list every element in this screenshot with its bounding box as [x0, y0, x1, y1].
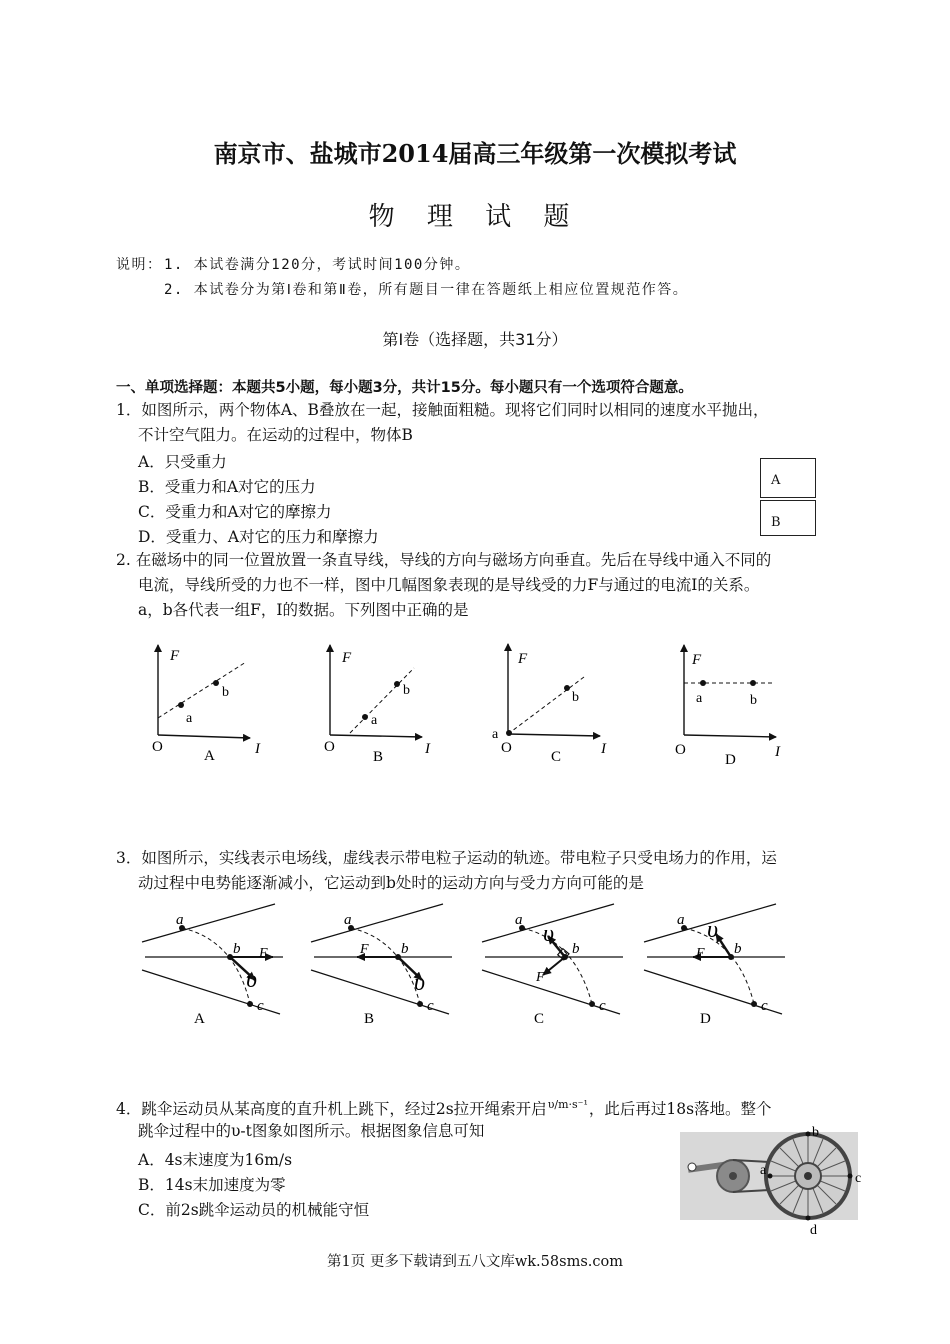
- q1-option-c: C．受重力和A对它的摩擦力: [138, 503, 332, 521]
- fig-a-force: F: [259, 946, 268, 961]
- fig-d-caption: D: [700, 1011, 711, 1027]
- graph-a-b-label: b: [222, 685, 229, 700]
- fig-b-a: a: [344, 912, 352, 928]
- fig-b-force: F: [360, 942, 369, 957]
- q1-option-a: A．只受重力: [138, 453, 227, 471]
- q3-line-1: 3．如图所示，实线表示电场线，虚线表示带电粒子运动的轨迹。带电粒子只受电场力的作用，运: [116, 849, 777, 867]
- graph-a-origin: O: [152, 739, 163, 755]
- fig-b-caption: B: [364, 1011, 375, 1027]
- fig-a-a: a: [176, 912, 184, 928]
- fig-a-c: c: [257, 998, 264, 1014]
- fig-d-c: c: [761, 998, 768, 1014]
- graph-d-origin: O: [675, 742, 686, 758]
- graph-a: [152, 645, 261, 764]
- graph-c-caption: C: [551, 749, 562, 765]
- graph-b-caption: B: [373, 749, 384, 765]
- q2-line-3: a，b各代表一组F，I的数据。下列图中正确的是: [138, 601, 469, 619]
- block-b: [760, 500, 816, 536]
- q4-line-1-end: ，此后再过18s落地。整个: [588, 1100, 772, 1118]
- q4-option-c: C．前2s跳伞运动员的机械能守恒: [138, 1201, 370, 1219]
- graph-a-point-a: [178, 702, 184, 708]
- q3-figures: [0, 900, 950, 1035]
- graph-d-y-label: F: [692, 652, 702, 668]
- graph-c-point-b: [564, 685, 570, 691]
- graph-c-origin: O: [501, 740, 512, 756]
- wheel-label-a: a: [760, 1163, 767, 1178]
- graph-d-b-label: b: [750, 693, 757, 708]
- block-a: [760, 458, 816, 498]
- q1-option-b: B．受重力和A对它的压力: [138, 478, 316, 496]
- fig-d-b: b: [734, 941, 742, 957]
- graph-a-point-b: [213, 680, 219, 686]
- fig-b-velocity: υ: [414, 970, 426, 996]
- field-figure-a: [142, 904, 283, 1027]
- graph-c-y-label: F: [518, 651, 528, 667]
- fig-c-caption: C: [534, 1011, 545, 1027]
- notes-prefix: 说明：: [116, 257, 163, 273]
- q1-line-1: 1．如图所示，两个物体A、B叠放在一起，接触面粗糙。现将它们同时以相同的速度水平抛出，: [116, 401, 769, 419]
- fig-c-b: b: [572, 941, 580, 957]
- fig-b-b: b: [401, 941, 409, 957]
- wheel-diagram: [678, 1124, 878, 1242]
- graph-c-a-label: a: [492, 727, 499, 742]
- graph-c-point-a: [506, 730, 512, 736]
- field-figure-d: [644, 904, 785, 1027]
- graph-b-x-label: I: [425, 741, 430, 757]
- graph-b-b-label: b: [403, 683, 410, 698]
- fig-c-force: F: [536, 970, 545, 985]
- fig-d-a: a: [677, 912, 685, 928]
- q4-axis-overlap: υ/m·s⁻¹: [547, 1098, 588, 1111]
- q3-line-2: 动过程中电势能逐渐减小，它运动到b处时的运动方向与受力方向可能的是: [138, 874, 644, 892]
- q1-option-d: D．受重力、A对它的压力和摩擦力: [138, 528, 379, 546]
- q4-line-1-start: 4．跳伞运动员从某高度的直升机上跳下，经过2s拉开绳索开启: [116, 1100, 547, 1118]
- q2-line-1: 2. 在磁场中的同一位置放置一条直导线，导线的方向与磁场方向垂直。先后在导线中通入不同的: [116, 551, 772, 569]
- graph-b-point-a: [362, 714, 368, 720]
- fig-b-c: c: [427, 998, 434, 1014]
- graph-d-point-a: [700, 680, 706, 686]
- graph-d: [675, 645, 781, 768]
- graph-a-line: [158, 662, 246, 718]
- wheel-label-c: c: [855, 1171, 862, 1186]
- graph-d-caption: D: [725, 752, 736, 768]
- notes-line-2: 2. 本试卷分为第Ⅰ卷和第Ⅱ卷，所有题目一律在答题纸上相应位置规范作答。: [164, 282, 689, 298]
- graph-c-b-label: b: [572, 690, 579, 705]
- graph-a-caption: A: [204, 748, 215, 764]
- graph-d-a-label: a: [696, 691, 703, 706]
- graph-b-line: [350, 668, 414, 733]
- q4-option-b: B．14s末加速度为零: [138, 1176, 286, 1194]
- graph-b-origin: O: [324, 739, 335, 755]
- fig-a-b: b: [233, 941, 241, 957]
- graph-b-point-b: [394, 681, 400, 687]
- field-figure-b: [311, 904, 452, 1027]
- notes-line-1: 1. 本试卷满分120分，考试时间100分钟。: [164, 257, 471, 273]
- block-b-label: B: [771, 515, 781, 530]
- fig-d-force: F: [696, 946, 705, 961]
- block-a-label: A: [771, 473, 781, 488]
- exam-title: 南京市、盐城市2014届高三年级第一次模拟考试: [213, 139, 737, 168]
- q4-line-2: 跳伞过程中的υ-t图象如图所示。根据图象信息可知: [138, 1122, 485, 1140]
- fig-c-c: c: [599, 998, 606, 1014]
- fig-c-a: a: [515, 912, 523, 928]
- fig-a-velocity: υ: [246, 967, 258, 993]
- fig-c-velocity: υ: [543, 921, 555, 947]
- exam-subtitle: 物 理 试 题: [368, 202, 582, 232]
- graph-a-x-label: I: [255, 741, 260, 757]
- graph-c-x-label: I: [601, 741, 606, 757]
- q2-graphs: [0, 630, 950, 780]
- q1-line-2: 不计空气阻力。在运动的过程中，物体B: [138, 426, 413, 444]
- graph-b-a-label: a: [371, 713, 378, 728]
- wheel-label-d: d: [810, 1223, 817, 1238]
- graph-b: [324, 645, 431, 765]
- section-title: 第Ⅰ卷（选择题，共31分）: [382, 330, 568, 349]
- graph-a-y-label: F: [170, 648, 180, 664]
- page-footer: 第1页 更多下载请到五八文库wk.58sms.com: [327, 1254, 623, 1270]
- graph-d-x-label: I: [775, 744, 780, 760]
- graph-b-y-label: F: [342, 650, 352, 666]
- wheel-label-b: b: [812, 1125, 819, 1140]
- fig-d-velocity: υ: [707, 917, 719, 943]
- graph-d-point-b: [750, 680, 756, 686]
- fig-a-caption: A: [194, 1011, 205, 1027]
- graph-a-a-label: a: [186, 711, 193, 726]
- graph-c: [492, 644, 607, 765]
- field-figure-c: [482, 904, 623, 1027]
- q2-line-2: 电流，导线所受的力也不一样，图中几幅图象表现的是导线受的力F与通过的电流I的关系。: [138, 576, 760, 594]
- part-heading: 一、单项选择题：本题共5小题，每小题3分，共计15分。每小题只有一个选项符合题意。: [116, 380, 693, 396]
- graph-c-line: [508, 677, 584, 734]
- q4-option-a: A．4s末速度为16m/s: [138, 1151, 293, 1169]
